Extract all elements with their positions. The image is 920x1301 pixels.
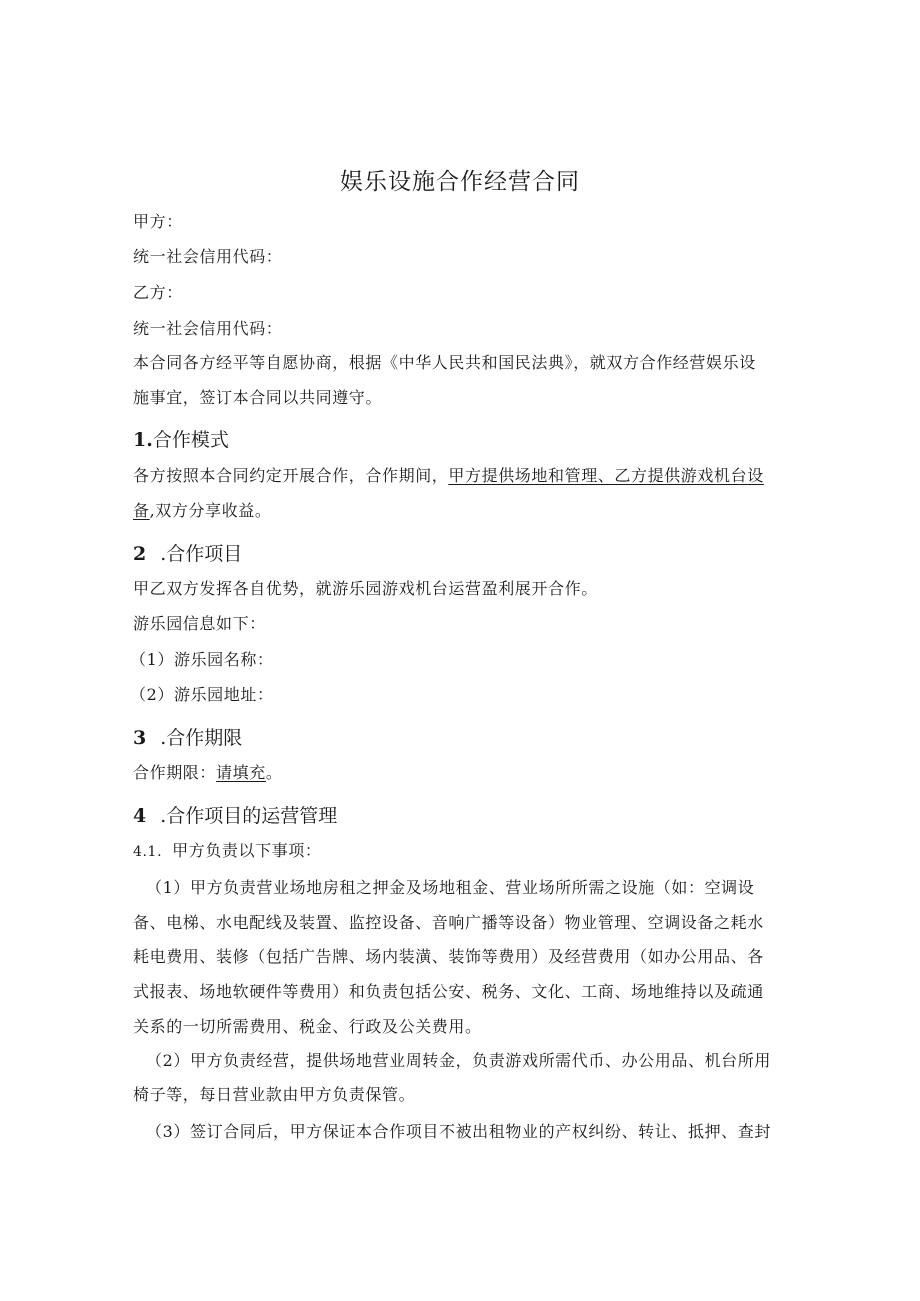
section-1-text-line <box>133 501 272 521</box>
clause-line: （1）甲方负责营业场地房租之押金及场地租金、营业场所所需之设施（如：空调设 <box>146 878 755 897</box>
party-b-credit-code-label: 统一社会信用代码： <box>133 319 283 338</box>
section-2-text-line: 甲乙双方发挥各自优势，就游乐园游戏机台运营盈利展开合作。 <box>133 579 598 598</box>
text-segment: ,双方分享收益。 <box>149 501 272 520</box>
clause-line: 关系的一切所需费用、税金、行政及公关费用。 <box>133 1017 482 1036</box>
subsection-number: 4.1. <box>133 844 163 860</box>
underlined-text: 甲方提供场地和管理、乙方提供游戏机台设 <box>448 466 764 485</box>
clause-line: （3）签订合同后，甲方保证本合作项目不被出租物业的产权纠纷、转让、抵押、查封 <box>146 1122 771 1141</box>
party-b-label: 乙方： <box>133 283 183 302</box>
section-heading-4 <box>133 804 337 828</box>
text-segment: 各方按照本合同约定开展合作，合作期间， <box>133 466 449 485</box>
section-heading-1 <box>133 428 229 452</box>
text-segment: 。 <box>265 763 283 782</box>
section-title: .合作项目的运营管理 <box>160 805 338 827</box>
term-label: 合作期限： <box>133 763 217 782</box>
clause-line: 式报表、场地软硬件等费用）和负责包括公安、税务、文化、工商、场地维持以及疏通 <box>133 982 764 1001</box>
section-number: 4 <box>133 805 147 827</box>
section-title: 合作模式 <box>152 429 229 451</box>
section-title: .合作项目 <box>160 543 243 565</box>
clause-line: 椅子等，每日营业款由甲方负责保管。 <box>133 1085 416 1104</box>
party-a-label: 甲方： <box>133 212 183 231</box>
clause-line: （2）甲方负责经营，提供场地营业周转金，负责游戏所需代币、办公用品、机台所用 <box>146 1051 771 1070</box>
section-2-text-line: 游乐园信息如下： <box>133 614 266 633</box>
document-title: 娱乐设施合作经营合同 <box>340 169 580 195</box>
section-number: 2 <box>133 543 147 565</box>
section-title: .合作期限 <box>160 727 243 749</box>
section-heading-3 <box>133 726 242 750</box>
section-heading-2 <box>133 542 242 566</box>
term-value: 请填充 <box>216 763 266 782</box>
section-number: 1. <box>133 429 153 451</box>
subsection-heading <box>133 841 322 862</box>
section-1-text-line <box>133 466 764 486</box>
preamble-line: 施事宜，签订本合同以共同遵守。 <box>133 388 383 407</box>
preamble-line: 本合同各方经平等自愿协商，根据《中华人民共和国民法典》，就双方合作经营娱乐设 <box>133 353 756 372</box>
park-name-item: （1）游乐园名称： <box>130 650 274 669</box>
clause-line: 备、电梯、水电配线及装置、监控设备、音响广播等设备）物业管理、空调设备之耗水 <box>133 913 764 932</box>
subsection-title: 甲方负责以下事项： <box>172 841 322 860</box>
clause-line: 耗电费用、装修（包括广告牌、场内装潢、装饰等费用）及经营费用（如办公用品、各 <box>133 947 764 966</box>
term-line <box>133 763 282 783</box>
party-a-credit-code-label: 统一社会信用代码： <box>133 247 283 266</box>
section-number: 3 <box>133 727 147 749</box>
underlined-text: 备 <box>133 501 150 520</box>
park-address-item: （2）游乐园地址： <box>130 685 274 704</box>
